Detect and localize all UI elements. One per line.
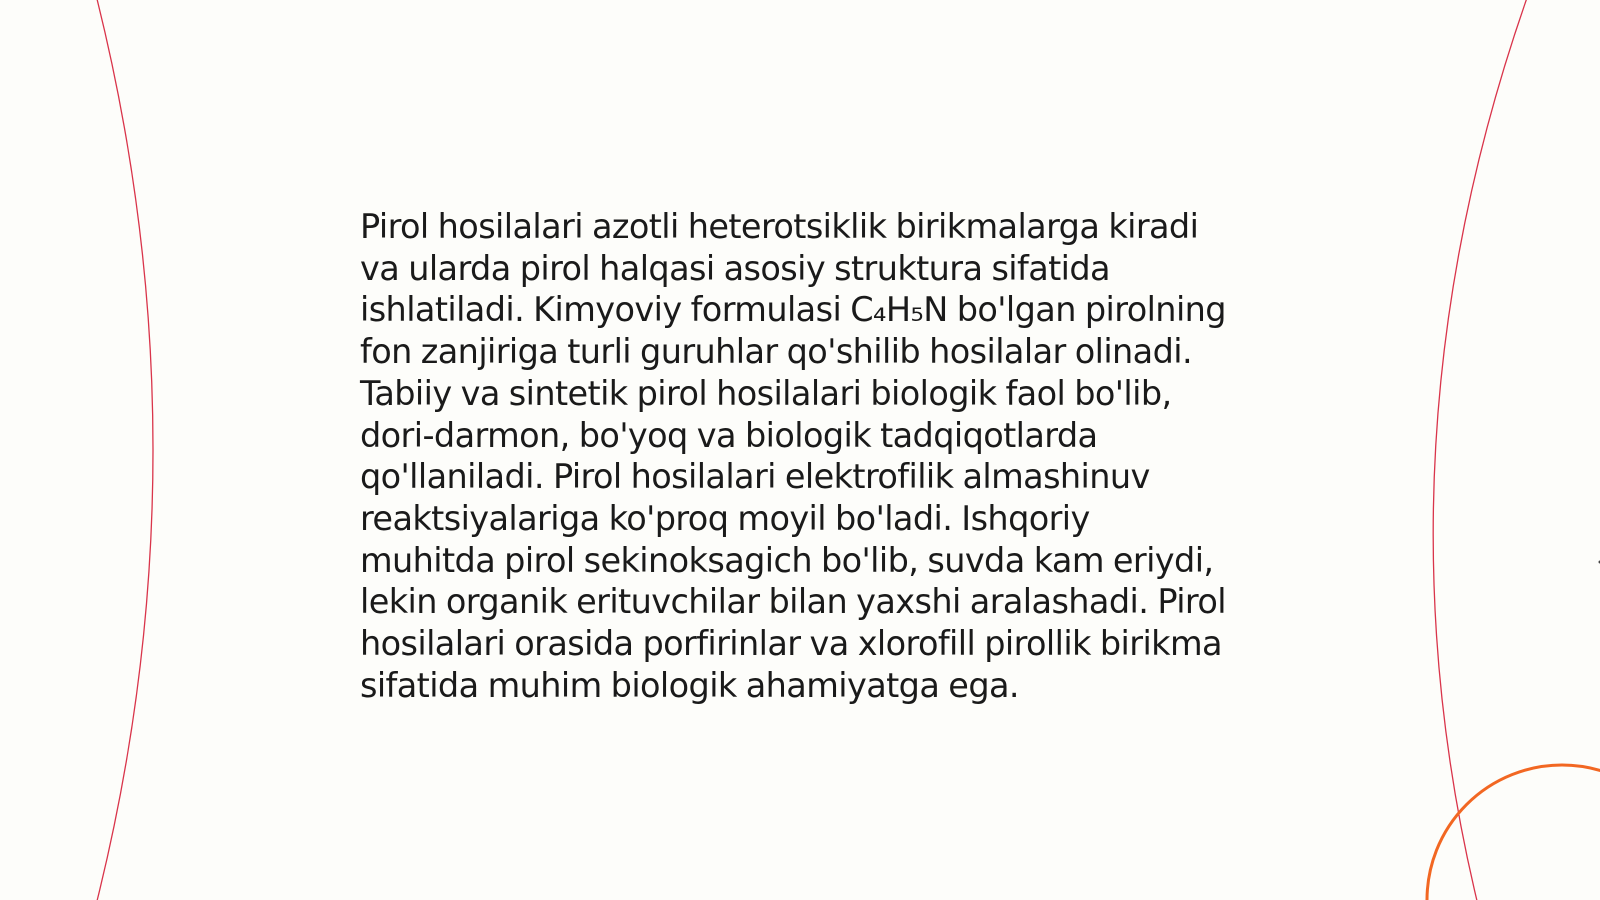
slide-body-text: Pirol hosilalari azotli heterotsiklik birikmalarga kiradi va ularda pirol halqasi asosiy struktura sifatida ishlatiladi. Kimyoviy formulasi C₄H₅N bo'lgan pirolning fon zanjiriga turli guruhlar qo'shilib hosilalar olinadi. Tabiiy va sintetik pirol hosilalari biologik faol bo'lib, dori-darmon, bo'yoq va biologik tadqiqotlarda qo'llaniladi. Pirol hosilalari elektrofilik almashinuv reaktsiyalariga ko'proq moyil bo'ladi. Ishqoriy muhitda pirol sekinoksagich bo'lib, suvda kam eriydi, lekin organik erituvchilar bilan yaxshi aralashadi. Pirol hosilalari orasida porfirinlar va xlorofill pirollik birikma sifatida muhim biologik ahamiyatga ega. [360,207,1226,705]
right-curve-line [1433,0,1528,900]
orange-circle-outline [1427,765,1600,900]
left-curve-line [96,0,153,900]
